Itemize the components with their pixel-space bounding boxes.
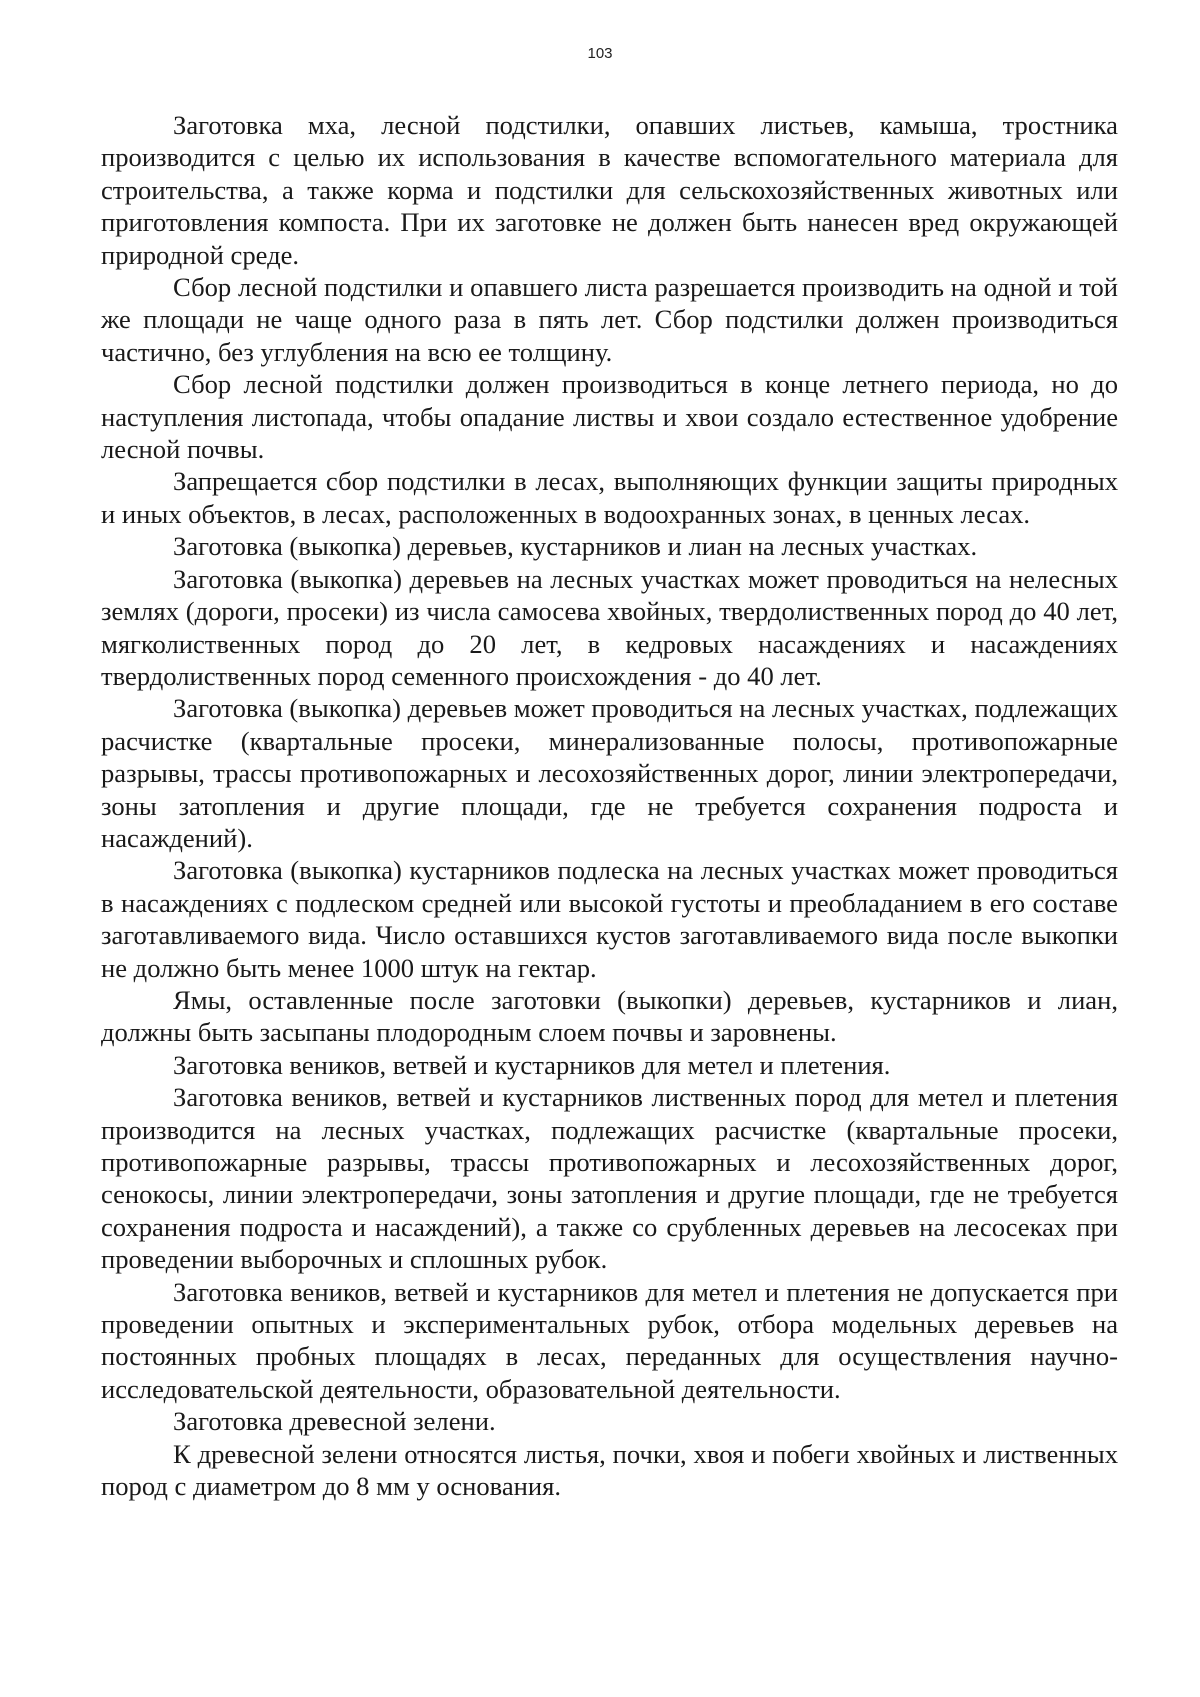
paragraph: Заготовка (выкопка) кустарников подлеска на лесных участках может проводиться в насаждениях с подлеском средней или высокой густоты и преобладанием в его составе заготавливаемого вида. Число оставшихся кустов заготавливаемого вида после выкопки не должно быть менее 1000 штук на гектар. <box>101 855 1118 983</box>
paragraph: Заготовка (выкопка) деревьев на лесных участках может проводиться на нелесных землях (дороги, просеки) из числа самосева хвойных, твердолиственных пород до 40 лет, мягколиственных пород до 20 лет, в кедровых насаждениях и насаждениях твердолиственных пород семенного происхождения - до 40 лет. <box>101 563 1118 691</box>
page-number: 103 <box>587 45 613 62</box>
section-heading: Заготовка древесной зелени. <box>173 1406 496 1437</box>
paragraph: К древесной зелени относятся листья, почки, хвоя и побеги хвойных и лиственных пород с диаметром до 8 мм у основания. <box>101 1438 1118 1502</box>
paragraph: Запрещается сбор подстилки в лесах, выполняющих функции защиты природных и иных объектов, в лесах, расположенных в водоохранных зонах, в ценных лесах. <box>101 466 1118 529</box>
paragraph: Ямы, оставленные после заготовки (выкопки) деревьев, кустарников и лиан, должны быть засыпаны плодородным слоем почвы и заровнены. <box>101 984 1118 1048</box>
document-body <box>101 109 1118 1502</box>
paragraph: Заготовка мха, лесной подстилки, опавших листьев, камыша, тростника производится с целью их использования в качестве вспомогательного материала для строительства, а также корма и подстилки для сельскохозяйственных животных или приготовления компоста. При их заготовке не должен быть нанесен вред окружающей природной среде. <box>101 110 1118 270</box>
paragraph: Заготовка (выкопка) деревьев может проводиться на лесных участках, подлежащих расчистке (квартальные просеки, минерализованные полосы, противопожарные разрывы, трассы противопожарных и лесохозяйственных дорог, линии электропередачи, зоны затопления и другие площади, где не требуется сохранения подроста и насаждений). <box>101 693 1118 853</box>
section-heading: Заготовка (выкопка) деревьев, кустарников и лиан на лесных участках. <box>173 531 978 562</box>
paragraph: Сбор лесной подстилки и опавшего листа разрешается производить на одной и той же площади не чаще одного раза в пять лет. Сбор подстилки должен производиться частично, без углубления на всю ее толщину. <box>101 272 1118 367</box>
paragraph: Заготовка веников, ветвей и кустарников для метел и плетения не допускается при проведении опытных и экспериментальных рубок, отбора модельных деревьев на постоянных пробных площадях в лесах, переданных для осуществления научно-исследовательской деятельности, образовательной деятельности. <box>101 1276 1118 1404</box>
paragraph: Заготовка веников, ветвей и кустарников лиственных пород для метел и плетения производится на лесных участках, подлежащих расчистке (квартальные просеки, противопожарные разрывы, трассы противопожарных и лесохозяйственных дорог, сенокосы, линии электропередачи, зоны затопления и другие площади, где не требуется сохранения подроста и насаждений), а также со срубленных деревьев на лесосеках при проведении выборочных и сплошных рубок. <box>101 1082 1118 1275</box>
section-heading: Заготовка веников, ветвей и кустарников для метел и плетения. <box>173 1049 891 1080</box>
paragraph: Сбор лесной подстилки должен производиться в конце летнего периода, но до наступления листопада, чтобы опадание листвы и хвои создало естественное удобрение лесной почвы. <box>101 369 1118 465</box>
